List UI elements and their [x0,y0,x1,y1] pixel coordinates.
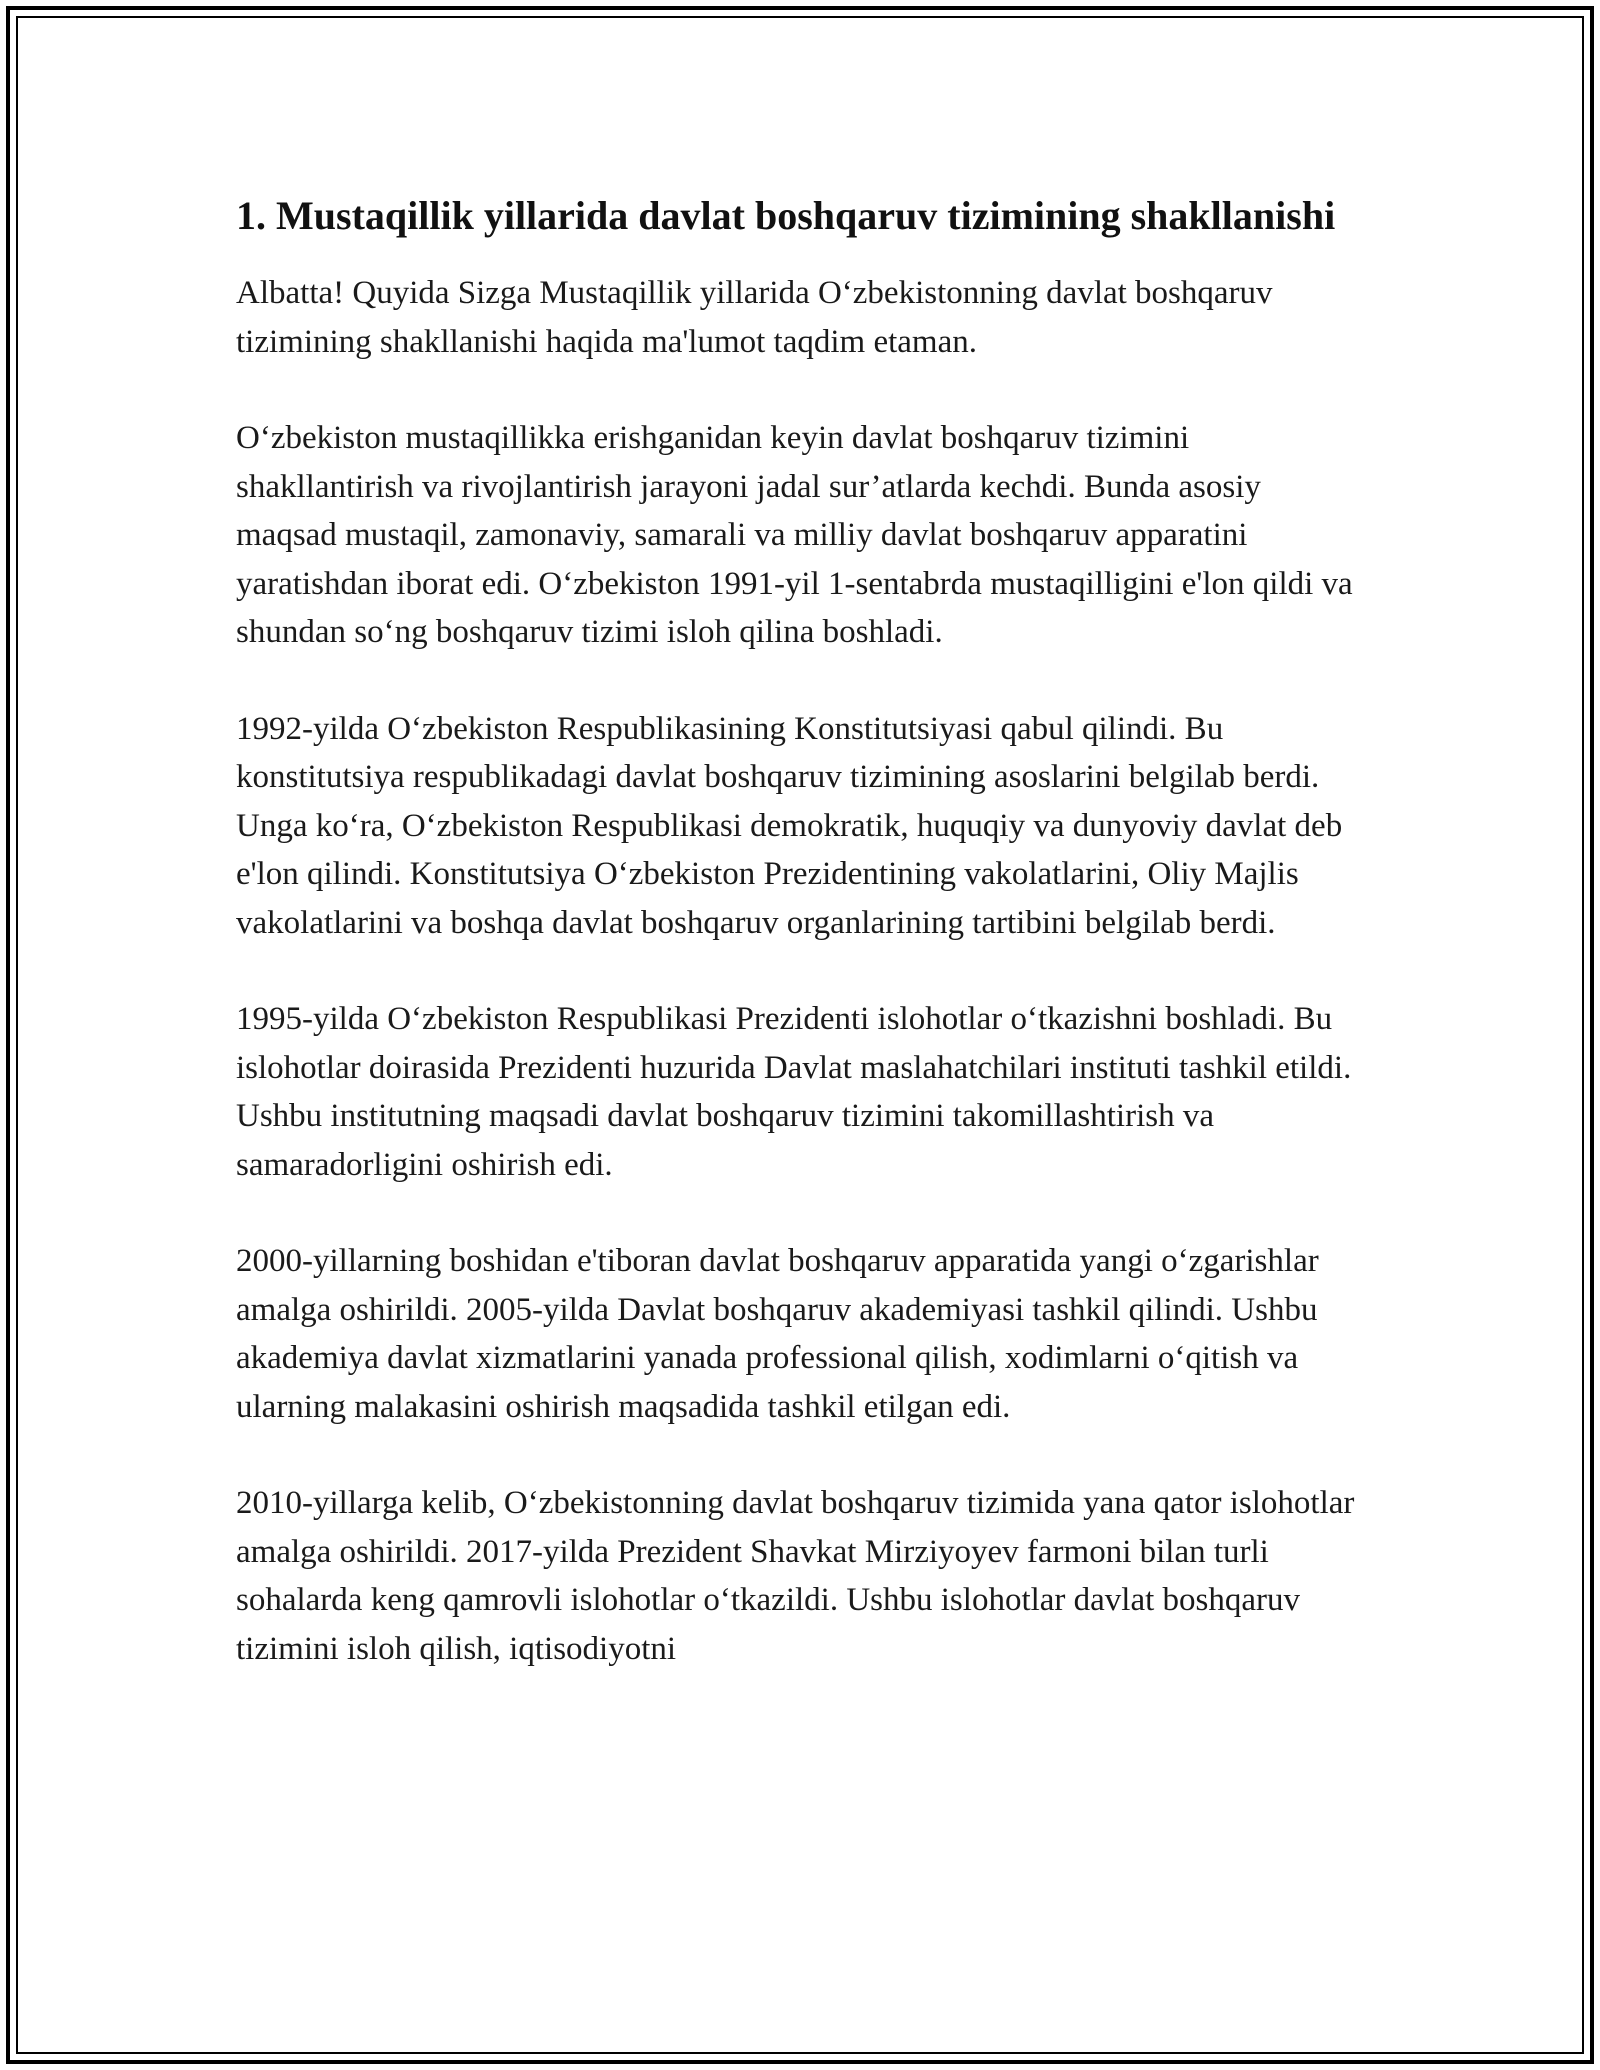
paragraph-intro: Albatta! Quyida Sizga Mustaqillik yillarida O‘zbekistonning davlat boshqaruv tizimining shakllanishi haqida ma'lumot taqdim etaman. [236,275,1273,360]
document-body [236,188,1366,1721]
paragraph-2000s: 2000-yillarning boshidan e'tiboran davlat boshqaruv apparatida yangi o‘zgarishlar amalga oshirildi. 2005-yilda Davlat boshqaruv akademiyasi tashkil qilindi. Ushbu akademiya davlat xizmatlarini yanada professional qilish, xodimlarni o‘qitish va ularning malakasini oshirish maqsadida tashkil etilgan edi. [236,1243,1319,1425]
paragraph-2010s: 2010-yillarga kelib, O‘zbekistonning davlat boshqaruv tizimida yana qator islohotlar amalga oshirildi. 2017-yilda Prezident Shavkat Mirziyoyev farmoni bilan turli sohalarda keng qamrovli islohotlar o‘tkazildi. Ushbu islohotlar davlat boshqaruv tizimini isloh qilish, iqtisodiyotni [236,1485,1355,1667]
document-heading: 1. Mustaqillik yillarida davlat boshqaruv tizimining shakllanishi [236,193,1336,238]
paragraph-constitution: 1992-yilda O‘zbekiston Respublikasining Konstitutsiyasi qabul qilindi. Bu konstitutsiya respublikadagi davlat boshqaruv tizimining asoslarini belgilab berdi. Unga ko‘ra, O‘zbekiston Respublikasi demokratik, huquqiy va dunyoviy davlat deb e'lon qilindi. Konstitutsiya O‘zbekiston Prezidentining vakolatlarini, Oliy Majlis vakolatlarini va boshqa davlat boshqaruv organlarining tartibini belgilab berdi. [236,710,1343,941]
paragraph-independence: O‘zbekiston mustaqillikka erishganidan keyin davlat boshqaruv tizimini shakllantirish va rivojlantirish jarayoni jadal sur’atlarda kechdi. Bunda asosiy maqsad mustaqil, zamonaviy, samarali va milliy davlat boshqaruv apparatini yaratishdan iborat edi. O‘zbekiston 1991-yil 1-sentabrda mustaqilligini e'lon qildi va shundan so‘ng boshqaruv tizimi isloh qilina boshladi. [236,420,1353,650]
paragraph-1995-reforms: 1995-yilda O‘zbekiston Respublikasi Prezidenti islohotlar o‘tkazishni boshladi. Bu islohotlar doirasida Prezidenti huzurida Davlat maslahatchilari instituti tashkil etildi. Ushbu institutning maqsadi davlat boshqaruv tizimini takomillashtirish va samaradorligini oshirish edi. [236,1001,1352,1183]
